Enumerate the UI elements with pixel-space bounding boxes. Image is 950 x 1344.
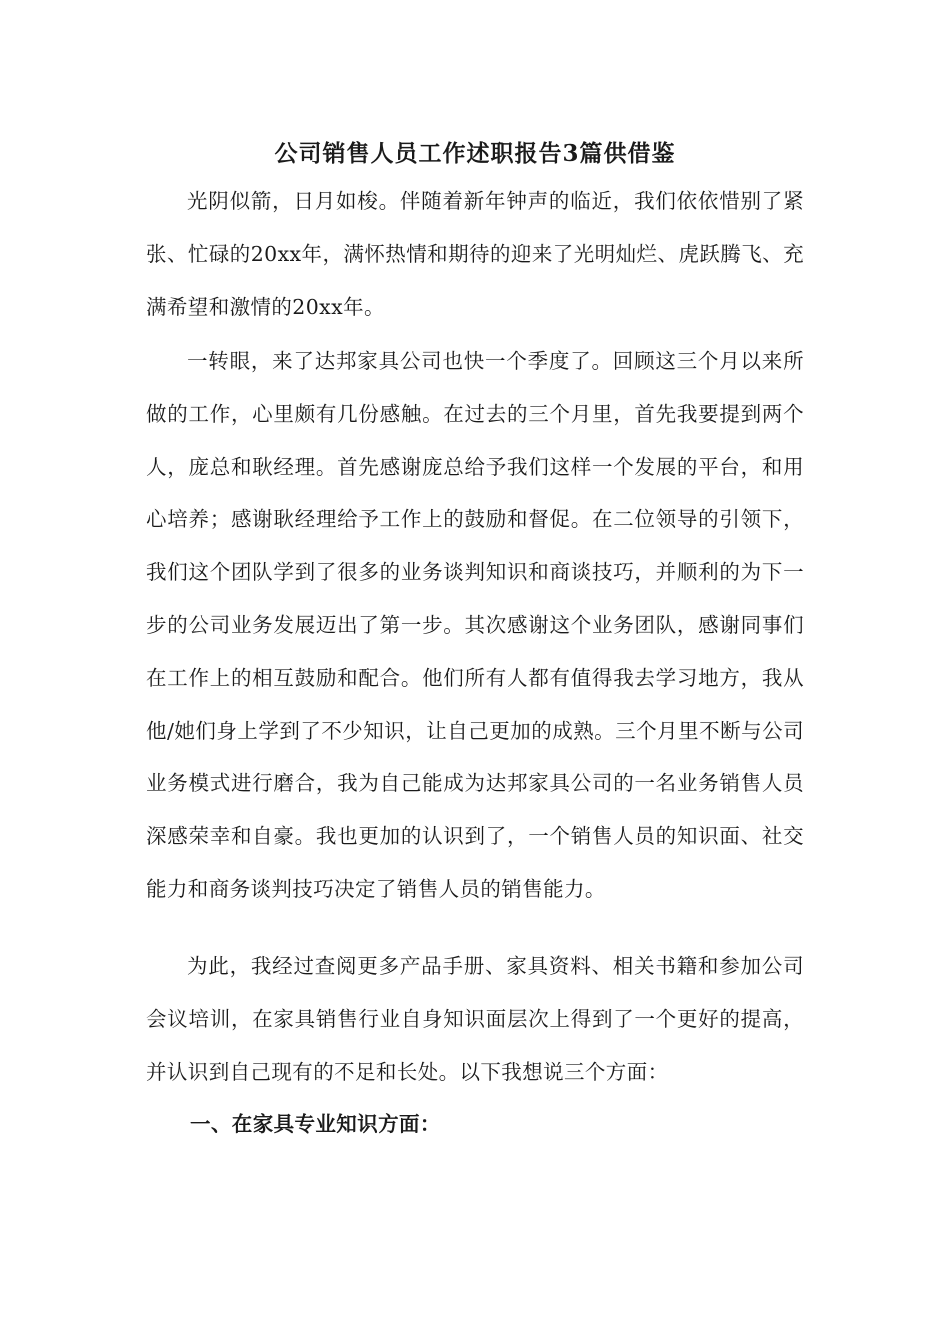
- section-heading: 一、在家具专业知识方面：: [190, 1112, 441, 1136]
- paragraph-intro: 光阴似箭，日月如梭。伴随着新年钟声的临近，我们依依惜别了紧张、忙碌的20xx年，满怀热情和期待的迎来了光明灿烂、虎跃腾飞、充满希望和激情的20xx年。: [146, 189, 804, 319]
- paragraph-review: 一转眼，来了达邦家具公司也快一个季度了。回顾这三个月以来所做的工作，心里颇有几份感触。在过去的三个月里，首先我要提到两个人，庞总和耿经理。首先感谢庞总给予我们这样一个发展的平台，和用心培养；感谢耿经理给予工作上的鼓励和督促。在二位领导的引领下，我们这个团队学到了很多的业务谈判知识和商谈技巧，并顺利的为下一步的公司业务发展迈出了第一步。其次感谢这个业务团队，感谢同事们在工作上的相互鼓励和配合。他们所有人都有值得我去学习地方，我从他/她们身上学到了不少知识，让自己更加的成熟。三个月里不断与公司业务模式进行磨合，我为自己能成为达邦家具公司的一名业务销售人员深感荣幸和自豪。我也更加的认识到了，一个销售人员的知识面、社交能力和商务谈判技巧决定了销售人员的销售能力。: [146, 349, 804, 901]
- paragraph-learning: 为此，我经过查阅更多产品手册、家具资料、相关书籍和参加公司会议培训，在家具销售行业自身知识面层次上得到了一个更好的提高，并认识到自己现有的不足和长处。以下我想说三个方面：: [146, 954, 804, 1084]
- document-title: 公司销售人员工作述职报告3篇供借鉴: [274, 140, 676, 167]
